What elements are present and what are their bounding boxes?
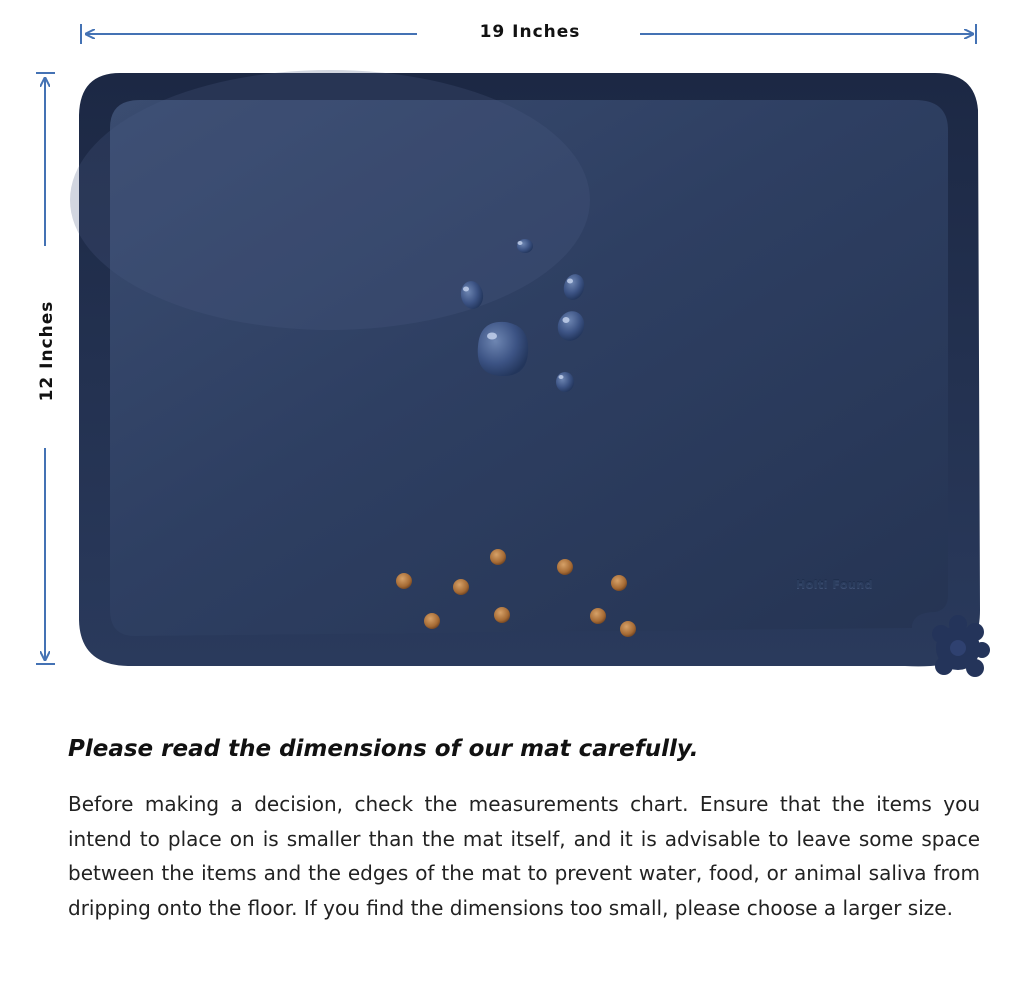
info-body: Before making a decision, check the measurements chart. Ensure that the items you intend to place on is smaller than the mat itself, and it is advisable to leave some space between the items and the edges of the mat to prevent water, food, or animal saliva from dripping onto the floor. If you find the dimensions too small, please choose a larger size. <box>68 792 980 920</box>
brand-embossed-text: Holti Found <box>796 578 874 591</box>
width-label: 19 Inches <box>479 22 581 42</box>
info-heading: Please read the dimensions of our mat carefully. <box>68 736 699 762</box>
height-label: 12 Inches <box>37 300 57 402</box>
